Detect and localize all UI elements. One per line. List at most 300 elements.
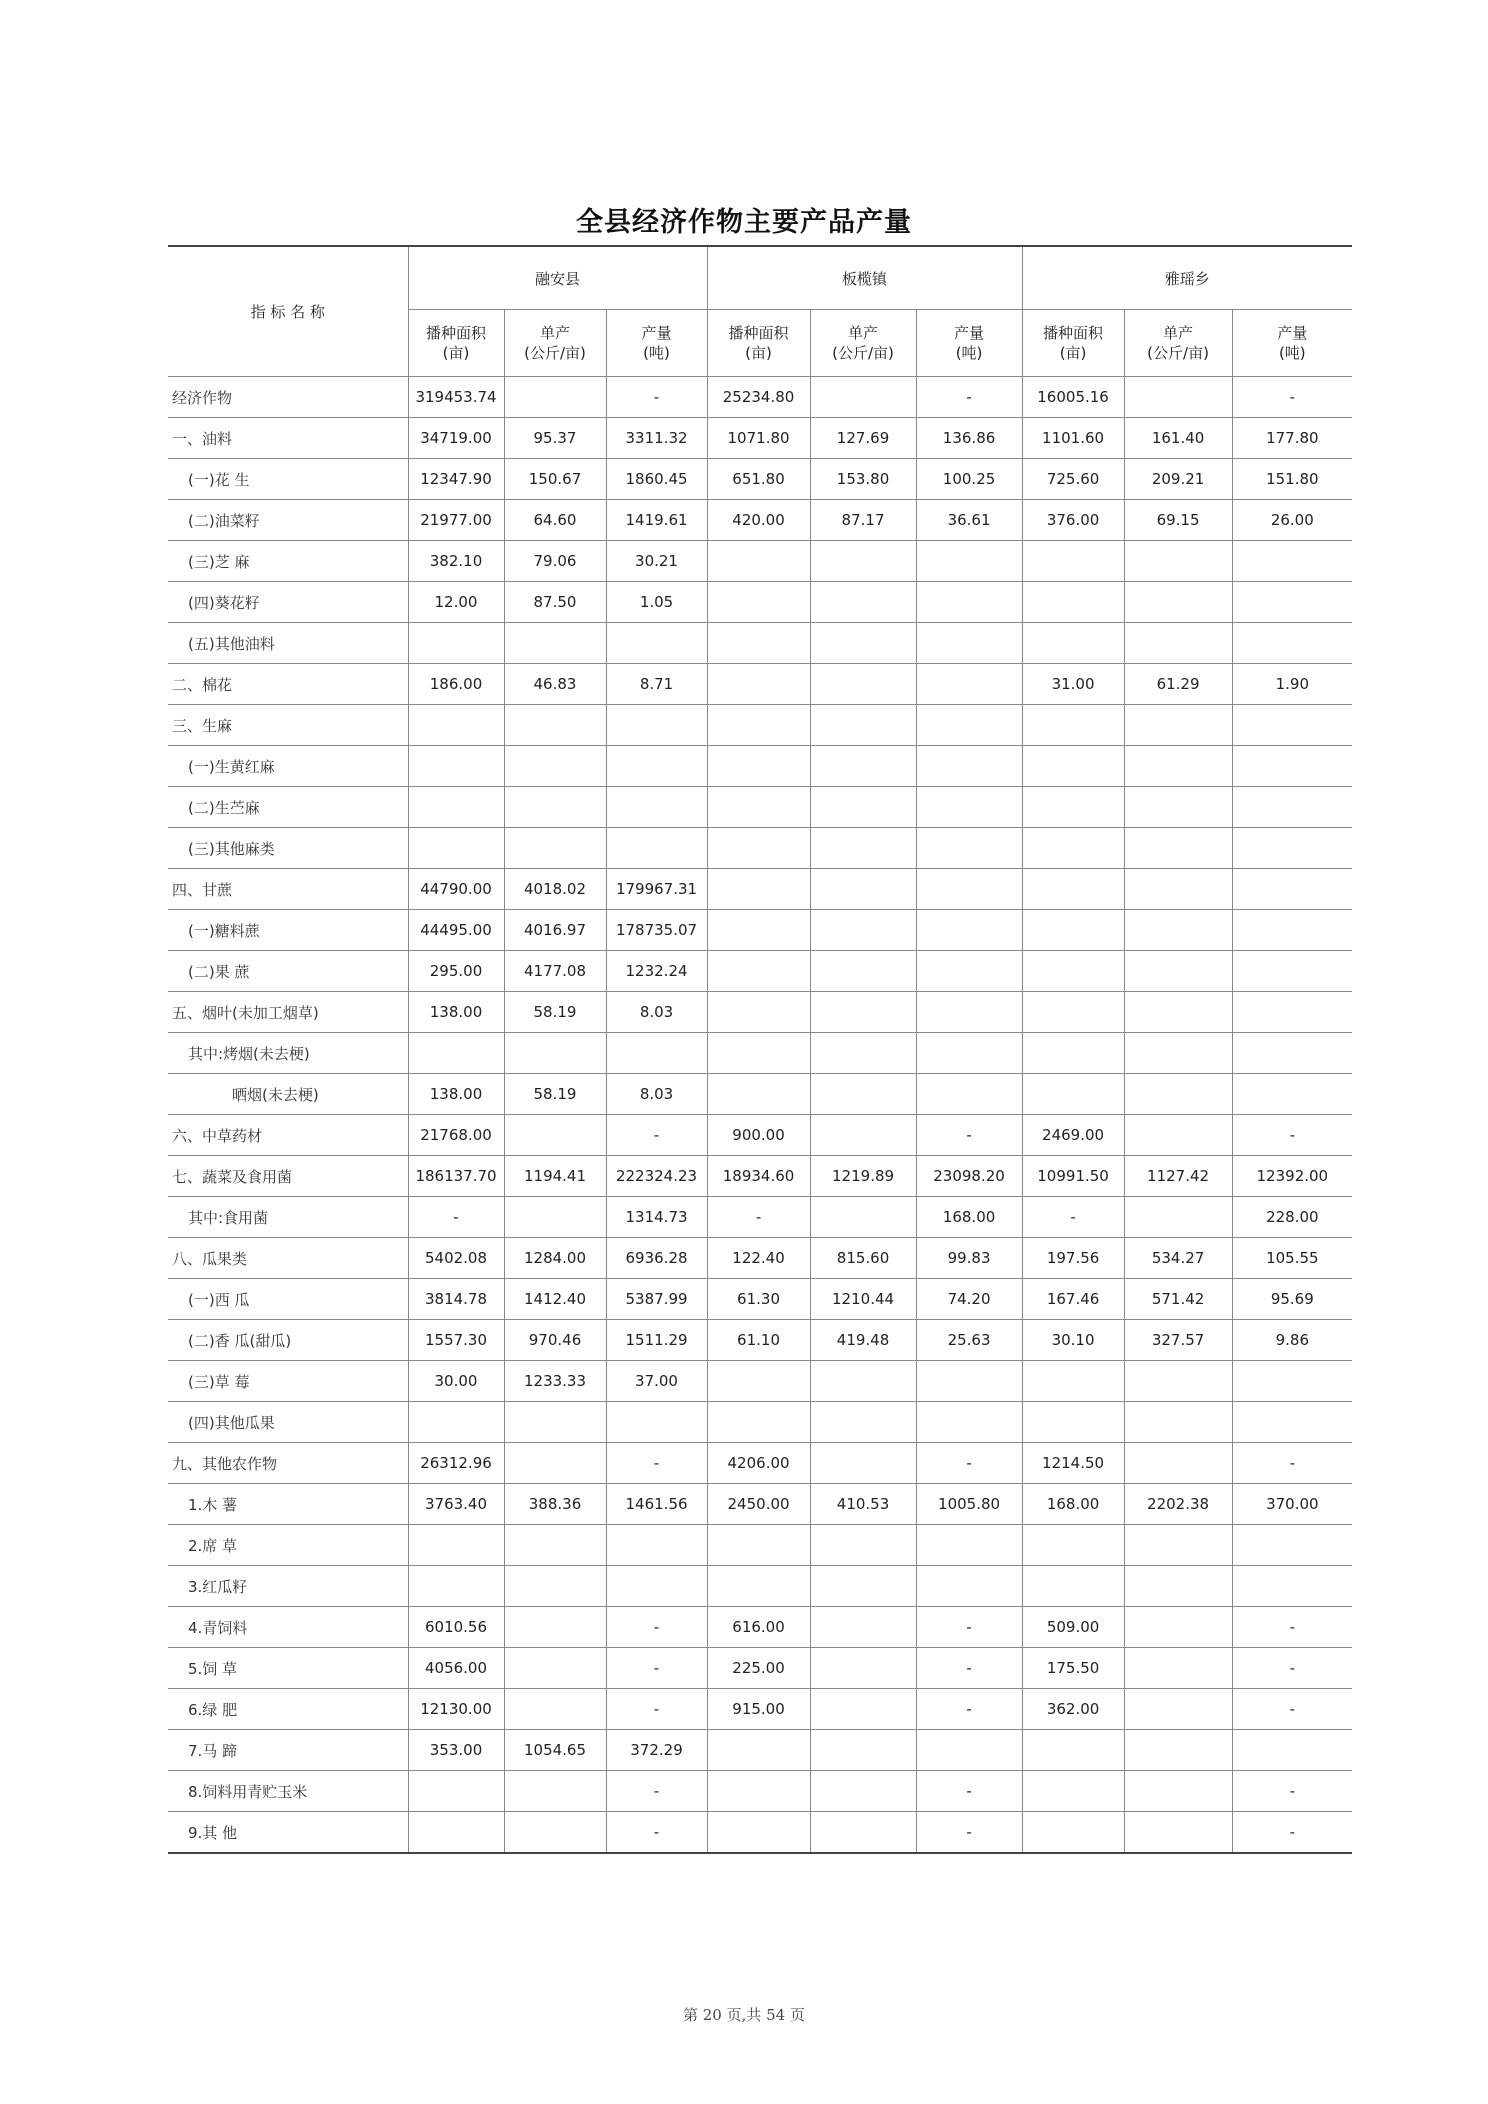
table-cell: 34719.00: [408, 418, 504, 459]
table-cell: [1022, 541, 1124, 582]
table-cell: [1232, 1361, 1352, 1402]
table-cell: [916, 582, 1022, 623]
row-label: 九、其他农作物: [168, 1443, 408, 1484]
table-cell: [1232, 623, 1352, 664]
subcol-header-line: (亩): [1059, 344, 1087, 362]
table-cell: 1557.30: [408, 1320, 504, 1361]
table-cell: [810, 1525, 916, 1566]
table-cell: -: [408, 1197, 504, 1238]
table-cell: 30.21: [606, 541, 707, 582]
table-row: [168, 459, 1352, 500]
table-cell: -: [606, 1812, 707, 1854]
table-cell: [408, 1812, 504, 1854]
table-cell: [810, 1443, 916, 1484]
table-row: [168, 951, 1352, 992]
table-cell: 1.90: [1232, 664, 1352, 705]
table-cell: [1124, 869, 1232, 910]
table-cell: [916, 1074, 1022, 1115]
table-cell: 138.00: [408, 992, 504, 1033]
subcol-header-line: 单产: [848, 324, 879, 342]
table-cell: -: [606, 1648, 707, 1689]
table-cell: 9.86: [1232, 1320, 1352, 1361]
table-cell: [810, 582, 916, 623]
table-row: [168, 500, 1352, 541]
subcol-header-line: 产量: [641, 324, 672, 342]
subcol-header-line: 产量: [954, 324, 985, 342]
table-cell: [810, 623, 916, 664]
table-cell: [504, 746, 606, 787]
table-row: [168, 746, 1352, 787]
subcol-header: [916, 310, 1022, 377]
page-title: 全县经济作物主要产品产量: [576, 207, 912, 238]
table-cell: 362.00: [1022, 1689, 1124, 1730]
table-row: [168, 910, 1352, 951]
subcol-header: [810, 310, 916, 377]
table-cell: [707, 787, 810, 828]
subcol-header: [1124, 310, 1232, 377]
table-cell: 5402.08: [408, 1238, 504, 1279]
table-cell: [1232, 951, 1352, 992]
table-row: [168, 1484, 1352, 1525]
row-label: (一)糖料蔗: [168, 910, 408, 951]
table-cell: [504, 1402, 606, 1443]
table-cell: 1054.65: [504, 1730, 606, 1771]
subcol-header: [504, 310, 606, 377]
table-cell: [1124, 1689, 1232, 1730]
table-row: [168, 869, 1352, 910]
table-cell: 1071.80: [707, 418, 810, 459]
table-cell: 1.05: [606, 582, 707, 623]
table-cell: -: [916, 1812, 1022, 1854]
table-cell: 127.69: [810, 418, 916, 459]
subcol-header-line: (公斤/亩): [524, 344, 586, 362]
table-cell: 30.10: [1022, 1320, 1124, 1361]
table-cell: 167.46: [1022, 1279, 1124, 1320]
table-cell: [504, 787, 606, 828]
table-cell: [408, 705, 504, 746]
table-cell: 225.00: [707, 1648, 810, 1689]
table-cell: 10991.50: [1022, 1156, 1124, 1197]
table-cell: -: [707, 1197, 810, 1238]
table-cell: [1124, 828, 1232, 869]
subcol-header-line: (公斤/亩): [832, 344, 894, 362]
subcol-header: [1232, 310, 1352, 377]
table-cell: -: [916, 1648, 1022, 1689]
table-cell: 2450.00: [707, 1484, 810, 1525]
table-cell: -: [1232, 377, 1352, 418]
table-cell: 175.50: [1022, 1648, 1124, 1689]
table-cell: 970.46: [504, 1320, 606, 1361]
row-label: 1.木 薯: [168, 1484, 408, 1525]
table-cell: 12392.00: [1232, 1156, 1352, 1197]
table-row: [168, 1771, 1352, 1812]
table-cell: [810, 1197, 916, 1238]
table-cell: [606, 623, 707, 664]
table-cell: 177.80: [1232, 418, 1352, 459]
table-cell: 79.06: [504, 541, 606, 582]
subcol-header: [707, 310, 810, 377]
table-cell: [916, 992, 1022, 1033]
table-cell: [810, 910, 916, 951]
table-cell: [916, 1402, 1022, 1443]
row-label: (五)其他油料: [168, 623, 408, 664]
table-cell: [810, 1730, 916, 1771]
table-cell: [408, 787, 504, 828]
row-label: 五、烟叶(未加工烟草): [168, 992, 408, 1033]
table-cell: [504, 1525, 606, 1566]
table-cell: 1314.73: [606, 1197, 707, 1238]
table-cell: [1124, 623, 1232, 664]
subcol-header-line: 播种面积: [1043, 324, 1104, 342]
table-cell: [810, 746, 916, 787]
table-cell: [1124, 582, 1232, 623]
subcol-header-line: 播种面积: [425, 324, 486, 342]
table-cell: 900.00: [707, 1115, 810, 1156]
table-cell: -: [916, 1771, 1022, 1812]
table-cell: [810, 992, 916, 1033]
table-cell: [408, 623, 504, 664]
table-cell: 95.69: [1232, 1279, 1352, 1320]
table-cell: 21768.00: [408, 1115, 504, 1156]
table-cell: [1124, 1525, 1232, 1566]
table-cell: [707, 910, 810, 951]
table-cell: 410.53: [810, 1484, 916, 1525]
table-cell: [1124, 787, 1232, 828]
table-cell: 44790.00: [408, 869, 504, 910]
table-cell: [707, 1361, 810, 1402]
table-cell: 2469.00: [1022, 1115, 1124, 1156]
table-cell: 4206.00: [707, 1443, 810, 1484]
row-label: 其中:烤烟(未去梗): [168, 1033, 408, 1074]
table-cell: [916, 746, 1022, 787]
table-cell: [1124, 541, 1232, 582]
table-cell: [707, 1525, 810, 1566]
table-cell: 3311.32: [606, 418, 707, 459]
table-cell: 31.00: [1022, 664, 1124, 705]
table-cell: 18934.60: [707, 1156, 810, 1197]
table-cell: [916, 828, 1022, 869]
table-cell: -: [1232, 1771, 1352, 1812]
header-row-groups: [168, 246, 1352, 310]
row-label: (三)芝 麻: [168, 541, 408, 582]
table-cell: -: [916, 1607, 1022, 1648]
table-cell: -: [1022, 1197, 1124, 1238]
table-row: [168, 1361, 1352, 1402]
table-cell: [606, 746, 707, 787]
table-cell: [408, 1402, 504, 1443]
table-row: [168, 1238, 1352, 1279]
table-cell: 616.00: [707, 1607, 810, 1648]
table-cell: 8.71: [606, 664, 707, 705]
table-cell: 2202.38: [1124, 1484, 1232, 1525]
subcol-header: [606, 310, 707, 377]
table-cell: [1124, 1197, 1232, 1238]
table-cell: [1232, 1566, 1352, 1607]
table-row: [168, 418, 1352, 459]
table-cell: -: [1232, 1443, 1352, 1484]
table-cell: 21977.00: [408, 500, 504, 541]
table-cell: 8.03: [606, 992, 707, 1033]
row-label: 8.饲料用青贮玉米: [168, 1771, 408, 1812]
table-cell: [707, 1812, 810, 1854]
table-cell: [810, 1771, 916, 1812]
table-cell: [1022, 582, 1124, 623]
table-cell: 1860.45: [606, 459, 707, 500]
group-header: 雅瑶乡: [1022, 246, 1352, 310]
table-cell: [916, 1525, 1022, 1566]
table-cell: [916, 705, 1022, 746]
table-cell: [707, 1033, 810, 1074]
table-cell: [810, 951, 916, 992]
table-cell: [707, 705, 810, 746]
table-cell: 58.19: [504, 992, 606, 1033]
table-row: [168, 1812, 1352, 1854]
row-label: 9.其 他: [168, 1812, 408, 1854]
row-label: 四、甘蔗: [168, 869, 408, 910]
table-cell: [810, 1689, 916, 1730]
table-cell: -: [1232, 1812, 1352, 1854]
table-cell: 58.19: [504, 1074, 606, 1115]
table-cell: 37.00: [606, 1361, 707, 1402]
table-cell: -: [1232, 1115, 1352, 1156]
table-cell: [1022, 1812, 1124, 1854]
table-cell: [1022, 787, 1124, 828]
table-cell: [1022, 951, 1124, 992]
table-row: [168, 1525, 1352, 1566]
table-cell: 36.61: [916, 500, 1022, 541]
table-cell: -: [916, 377, 1022, 418]
table-cell: [606, 1525, 707, 1566]
table-cell: 12347.90: [408, 459, 504, 500]
row-label: (三)其他麻类: [168, 828, 408, 869]
row-label: 4.青饲料: [168, 1607, 408, 1648]
table-cell: [810, 705, 916, 746]
table-cell: 228.00: [1232, 1197, 1352, 1238]
table-cell: [504, 1033, 606, 1074]
table-cell: 197.56: [1022, 1238, 1124, 1279]
group-header: 板榄镇: [707, 246, 1022, 310]
table-row: [168, 1115, 1352, 1156]
table-cell: 1005.80: [916, 1484, 1022, 1525]
table-cell: [1022, 1771, 1124, 1812]
table-cell: 1127.42: [1124, 1156, 1232, 1197]
row-label: (四)葵花籽: [168, 582, 408, 623]
table-cell: [606, 1402, 707, 1443]
table-row: [168, 1443, 1352, 1484]
table-cell: [707, 582, 810, 623]
table-cell: 1214.50: [1022, 1443, 1124, 1484]
subcol-header-line: (吨): [643, 344, 670, 362]
table-cell: [916, 664, 1022, 705]
table-cell: [1124, 1812, 1232, 1854]
table-cell: 1233.33: [504, 1361, 606, 1402]
table-cell: 1419.61: [606, 500, 707, 541]
table-cell: 319453.74: [408, 377, 504, 418]
table-cell: [916, 623, 1022, 664]
table-row: [168, 1689, 1352, 1730]
row-label: 其中:食用菌: [168, 1197, 408, 1238]
table-cell: 161.40: [1124, 418, 1232, 459]
row-label: (一)西 瓜: [168, 1279, 408, 1320]
table-cell: 87.50: [504, 582, 606, 623]
table-cell: 6936.28: [606, 1238, 707, 1279]
table-cell: [1022, 1074, 1124, 1115]
subcol-header-line: (吨): [1278, 344, 1306, 362]
table-cell: [1232, 1402, 1352, 1443]
table-cell: 571.42: [1124, 1279, 1232, 1320]
row-label: (二)果 蔗: [168, 951, 408, 992]
table-cell: [1022, 1566, 1124, 1607]
table-cell: [1022, 746, 1124, 787]
row-label: (一)花 生: [168, 459, 408, 500]
table-cell: 105.55: [1232, 1238, 1352, 1279]
table-cell: [1124, 1771, 1232, 1812]
table-cell: [707, 869, 810, 910]
table-cell: [408, 828, 504, 869]
table-cell: [707, 951, 810, 992]
subcol-header-line: (亩): [745, 344, 772, 362]
subcol-header-line: 单产: [539, 324, 570, 342]
table-cell: [707, 623, 810, 664]
subcol-header-line: (亩): [442, 344, 470, 362]
table-cell: 64.60: [504, 500, 606, 541]
table-cell: 99.83: [916, 1238, 1022, 1279]
table-row: [168, 1033, 1352, 1074]
table-cell: [707, 828, 810, 869]
table-cell: [1022, 992, 1124, 1033]
table-cell: [504, 1812, 606, 1854]
table-cell: 915.00: [707, 1689, 810, 1730]
table-cell: 61.29: [1124, 664, 1232, 705]
table-cell: [504, 377, 606, 418]
subcol-header-line: 单产: [1163, 324, 1194, 342]
table-row: [168, 541, 1352, 582]
table-cell: 1232.24: [606, 951, 707, 992]
row-label: 6.绿 肥: [168, 1689, 408, 1730]
row-label: 经济作物: [168, 377, 408, 418]
table-cell: 388.36: [504, 1484, 606, 1525]
table-cell: 1511.29: [606, 1320, 707, 1361]
subcol-header-line: 产量: [1277, 324, 1308, 342]
table-cell: 327.57: [1124, 1320, 1232, 1361]
table-cell: [916, 1361, 1022, 1402]
table-cell: [1124, 705, 1232, 746]
table-cell: [916, 951, 1022, 992]
table-cell: 151.80: [1232, 459, 1352, 500]
table-cell: [916, 869, 1022, 910]
table-cell: 353.00: [408, 1730, 504, 1771]
table-cell: [810, 377, 916, 418]
table-cell: [1232, 787, 1352, 828]
row-label: (二)香 瓜(甜瓜): [168, 1320, 408, 1361]
table-cell: [810, 1115, 916, 1156]
row-label: (二)生苎麻: [168, 787, 408, 828]
table-cell: 1461.56: [606, 1484, 707, 1525]
table-row: [168, 992, 1352, 1033]
table-cell: [810, 1648, 916, 1689]
table-cell: [1124, 951, 1232, 992]
table-cell: [1022, 910, 1124, 951]
table-cell: -: [916, 1689, 1022, 1730]
table-cell: 16005.16: [1022, 377, 1124, 418]
table-cell: 100.25: [916, 459, 1022, 500]
table-cell: [1022, 1525, 1124, 1566]
subcol-header: [1022, 310, 1124, 377]
row-label: 2.席 草: [168, 1525, 408, 1566]
table-cell: [810, 1812, 916, 1854]
table-cell: [1124, 1115, 1232, 1156]
table-cell: [916, 541, 1022, 582]
table-cell: [707, 1566, 810, 1607]
table-cell: 382.10: [408, 541, 504, 582]
table-cell: [606, 1566, 707, 1607]
table-cell: [810, 787, 916, 828]
group-header: 融安县: [408, 246, 707, 310]
table-cell: [1124, 1730, 1232, 1771]
table-cell: 419.48: [810, 1320, 916, 1361]
table-row: [168, 705, 1352, 746]
table-cell: 44495.00: [408, 910, 504, 951]
row-label: (一)生黄红麻: [168, 746, 408, 787]
table-cell: 8.03: [606, 1074, 707, 1115]
subcol-header: [408, 310, 504, 377]
table-cell: 295.00: [408, 951, 504, 992]
row-label: 3.红瓜籽: [168, 1566, 408, 1607]
table-cell: 74.20: [916, 1279, 1022, 1320]
table-row: [168, 1730, 1352, 1771]
table-cell: [1124, 1074, 1232, 1115]
table-cell: [1232, 1033, 1352, 1074]
table-cell: 1219.89: [810, 1156, 916, 1197]
table-cell: [707, 664, 810, 705]
table-cell: 61.10: [707, 1320, 810, 1361]
table-cell: [504, 1689, 606, 1730]
table-cell: 122.40: [707, 1238, 810, 1279]
table-cell: [1232, 910, 1352, 951]
table-row: [168, 377, 1352, 418]
table-cell: 136.86: [916, 418, 1022, 459]
subcol-header-line: (公斤/亩): [1147, 344, 1209, 362]
table-cell: [1232, 705, 1352, 746]
table-cell: 420.00: [707, 500, 810, 541]
row-label: 5.饲 草: [168, 1648, 408, 1689]
table-cell: 46.83: [504, 664, 606, 705]
indicator-header: 指 标 名 称: [168, 246, 408, 377]
table-cell: 4056.00: [408, 1648, 504, 1689]
table-cell: 4018.02: [504, 869, 606, 910]
subcol-header-line: 播种面积: [728, 324, 789, 342]
table-cell: [707, 992, 810, 1033]
table-cell: 376.00: [1022, 500, 1124, 541]
table-cell: -: [606, 1771, 707, 1812]
table-cell: [1232, 992, 1352, 1033]
table-row: [168, 1197, 1352, 1238]
table-cell: [1124, 1648, 1232, 1689]
row-label: 晒烟(未去梗): [168, 1074, 408, 1115]
table-cell: [606, 705, 707, 746]
table-cell: [1124, 1566, 1232, 1607]
table-cell: [408, 1566, 504, 1607]
table-cell: [1124, 1443, 1232, 1484]
table-cell: 222324.23: [606, 1156, 707, 1197]
table-cell: -: [606, 1689, 707, 1730]
table-cell: [408, 1033, 504, 1074]
table-cell: 4016.97: [504, 910, 606, 951]
table-cell: [1124, 746, 1232, 787]
table-cell: [810, 1074, 916, 1115]
table-cell: [1022, 869, 1124, 910]
table-cell: [1124, 992, 1232, 1033]
